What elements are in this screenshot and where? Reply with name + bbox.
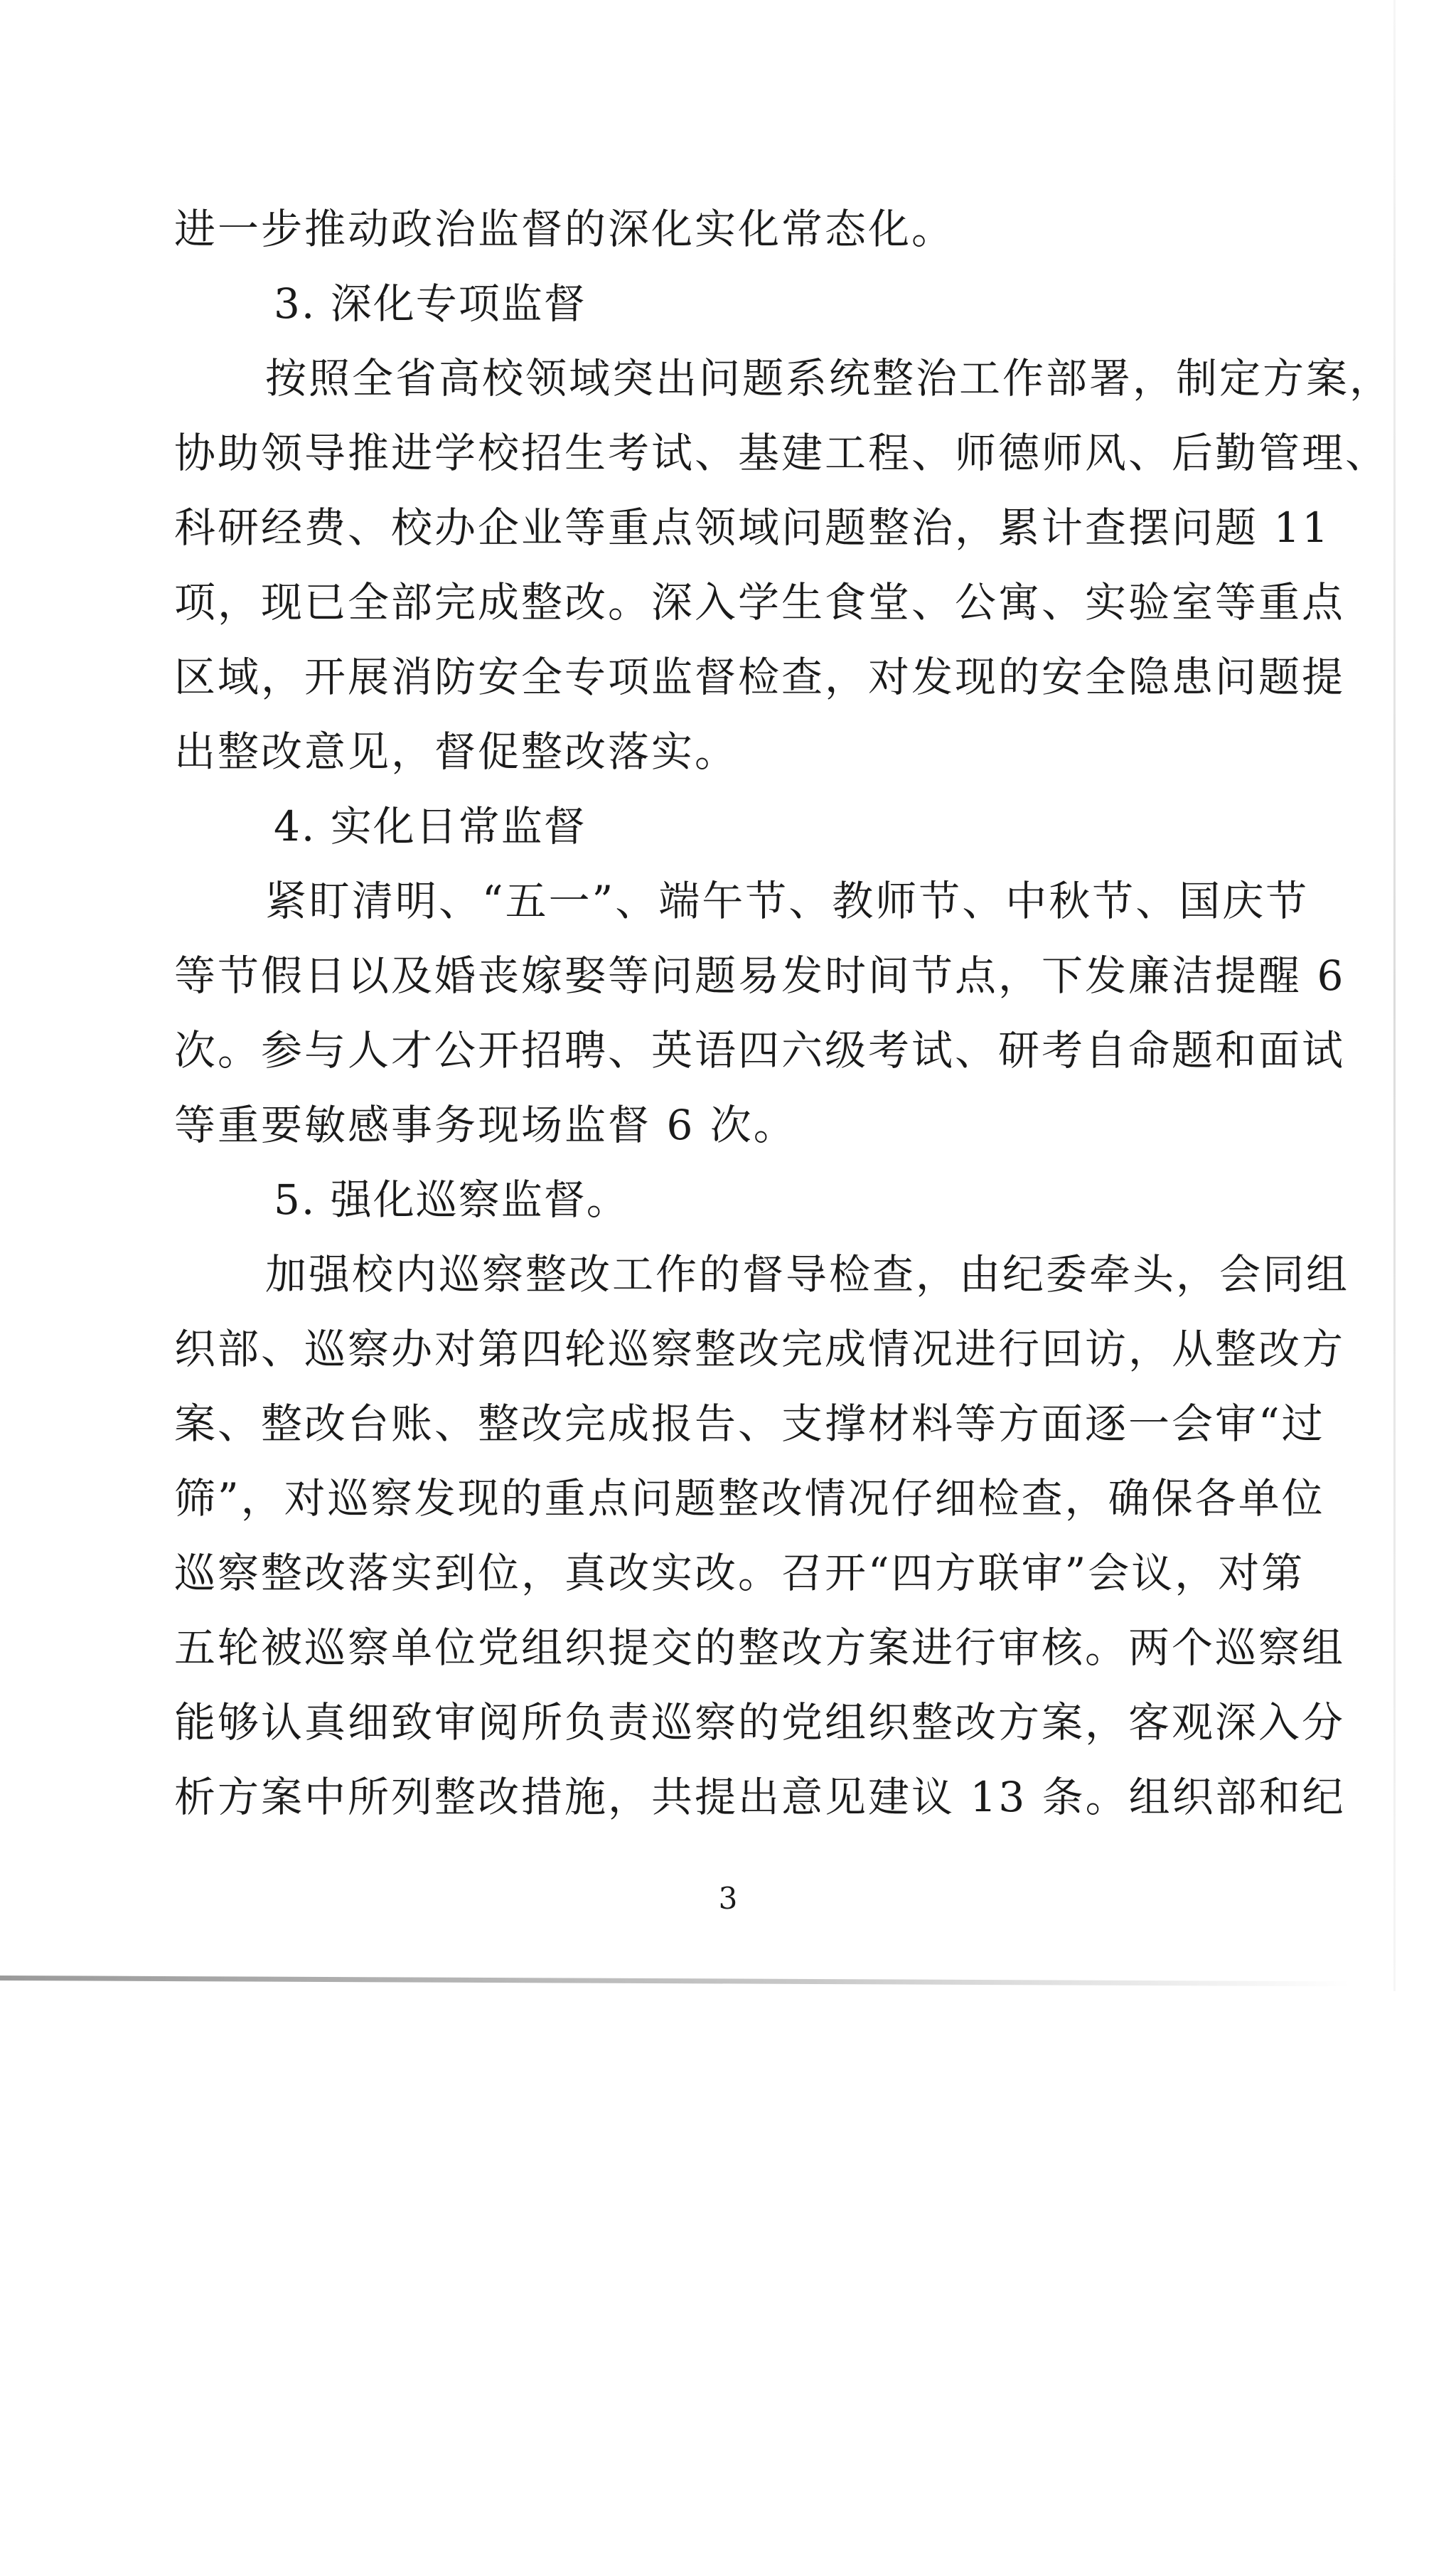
paragraph-line: 巡察整改落实到位，真改实改。召开“四方联审”会议，对第: [174, 1549, 1305, 1597]
paragraph-line: 织部、巡察办对第四轮巡察整改完成情况进行回访，从整改方: [174, 1325, 1346, 1373]
paragraph-line: 协助领导推进学校招生考试、基建工程、师德师风、后勤管理、: [174, 429, 1389, 477]
section-heading: 4. 实化日常监督: [274, 802, 587, 851]
paragraph-line: 进一步推动政治监督的深化实化常态化。: [174, 205, 956, 253]
paragraph-line: 科研经费、校办企业等重点领域问题整治，累计查摆问题 11: [174, 503, 1331, 552]
paragraph-line: 案、整改台账、整改完成报告、支撑材料等方面逐一会审“过: [174, 1400, 1325, 1448]
paragraph-line: 出整改意见，督促整改落实。: [174, 727, 739, 776]
scan-edge-line: [0, 1976, 1351, 1986]
paragraph-line: 等重要敏感事务现场监督 6 次。: [174, 1101, 797, 1149]
paragraph-line: 等节假日以及婚丧嫁娶等问题易发时间节点，下发廉洁提醒 6: [174, 951, 1346, 1000]
paragraph-line: 次。参与人才公开招聘、英语四六级考试、研考自命题和面试: [174, 1026, 1346, 1075]
section-heading: 5. 强化巡察监督。: [274, 1175, 629, 1224]
paragraph-line: 五轮被巡察单位党组织提交的整改方案进行审核。两个巡察组: [174, 1624, 1346, 1672]
page-number: 3: [718, 1881, 738, 1916]
paragraph-line: 能够认真细致审阅所负责巡察的党组织整改方案，客观深入分: [174, 1698, 1346, 1747]
paragraph-line: 紧盯清明、“五一”、端午节、教师节、中秋节、国庆节: [265, 877, 1310, 925]
paragraph-line: 区域，开展消防安全专项监督检查，对发现的安全隐患问题提: [174, 653, 1346, 701]
section-heading: 3. 深化专项监督: [274, 279, 587, 328]
paragraph-line: 加强校内巡察整改工作的督导检查，由纪委牵头，会同组: [265, 1250, 1350, 1299]
paragraph-line: 按照全省高校领域突出问题系统整治工作部署，制定方案，: [265, 354, 1393, 402]
paragraph-line: 析方案中所列整改措施，共提出意见建议 13 条。组织部和纪: [174, 1773, 1346, 1821]
paragraph-line: 项，现已全部完成整改。深入学生食堂、公寓、实验室等重点: [174, 578, 1346, 627]
scan-edge-line: [1393, 0, 1396, 1991]
paragraph-line: 筛”，对巡察发现的重点问题整改情况仔细检查，确保各单位: [174, 1474, 1325, 1523]
body-text: [174, 192, 1393, 1835]
